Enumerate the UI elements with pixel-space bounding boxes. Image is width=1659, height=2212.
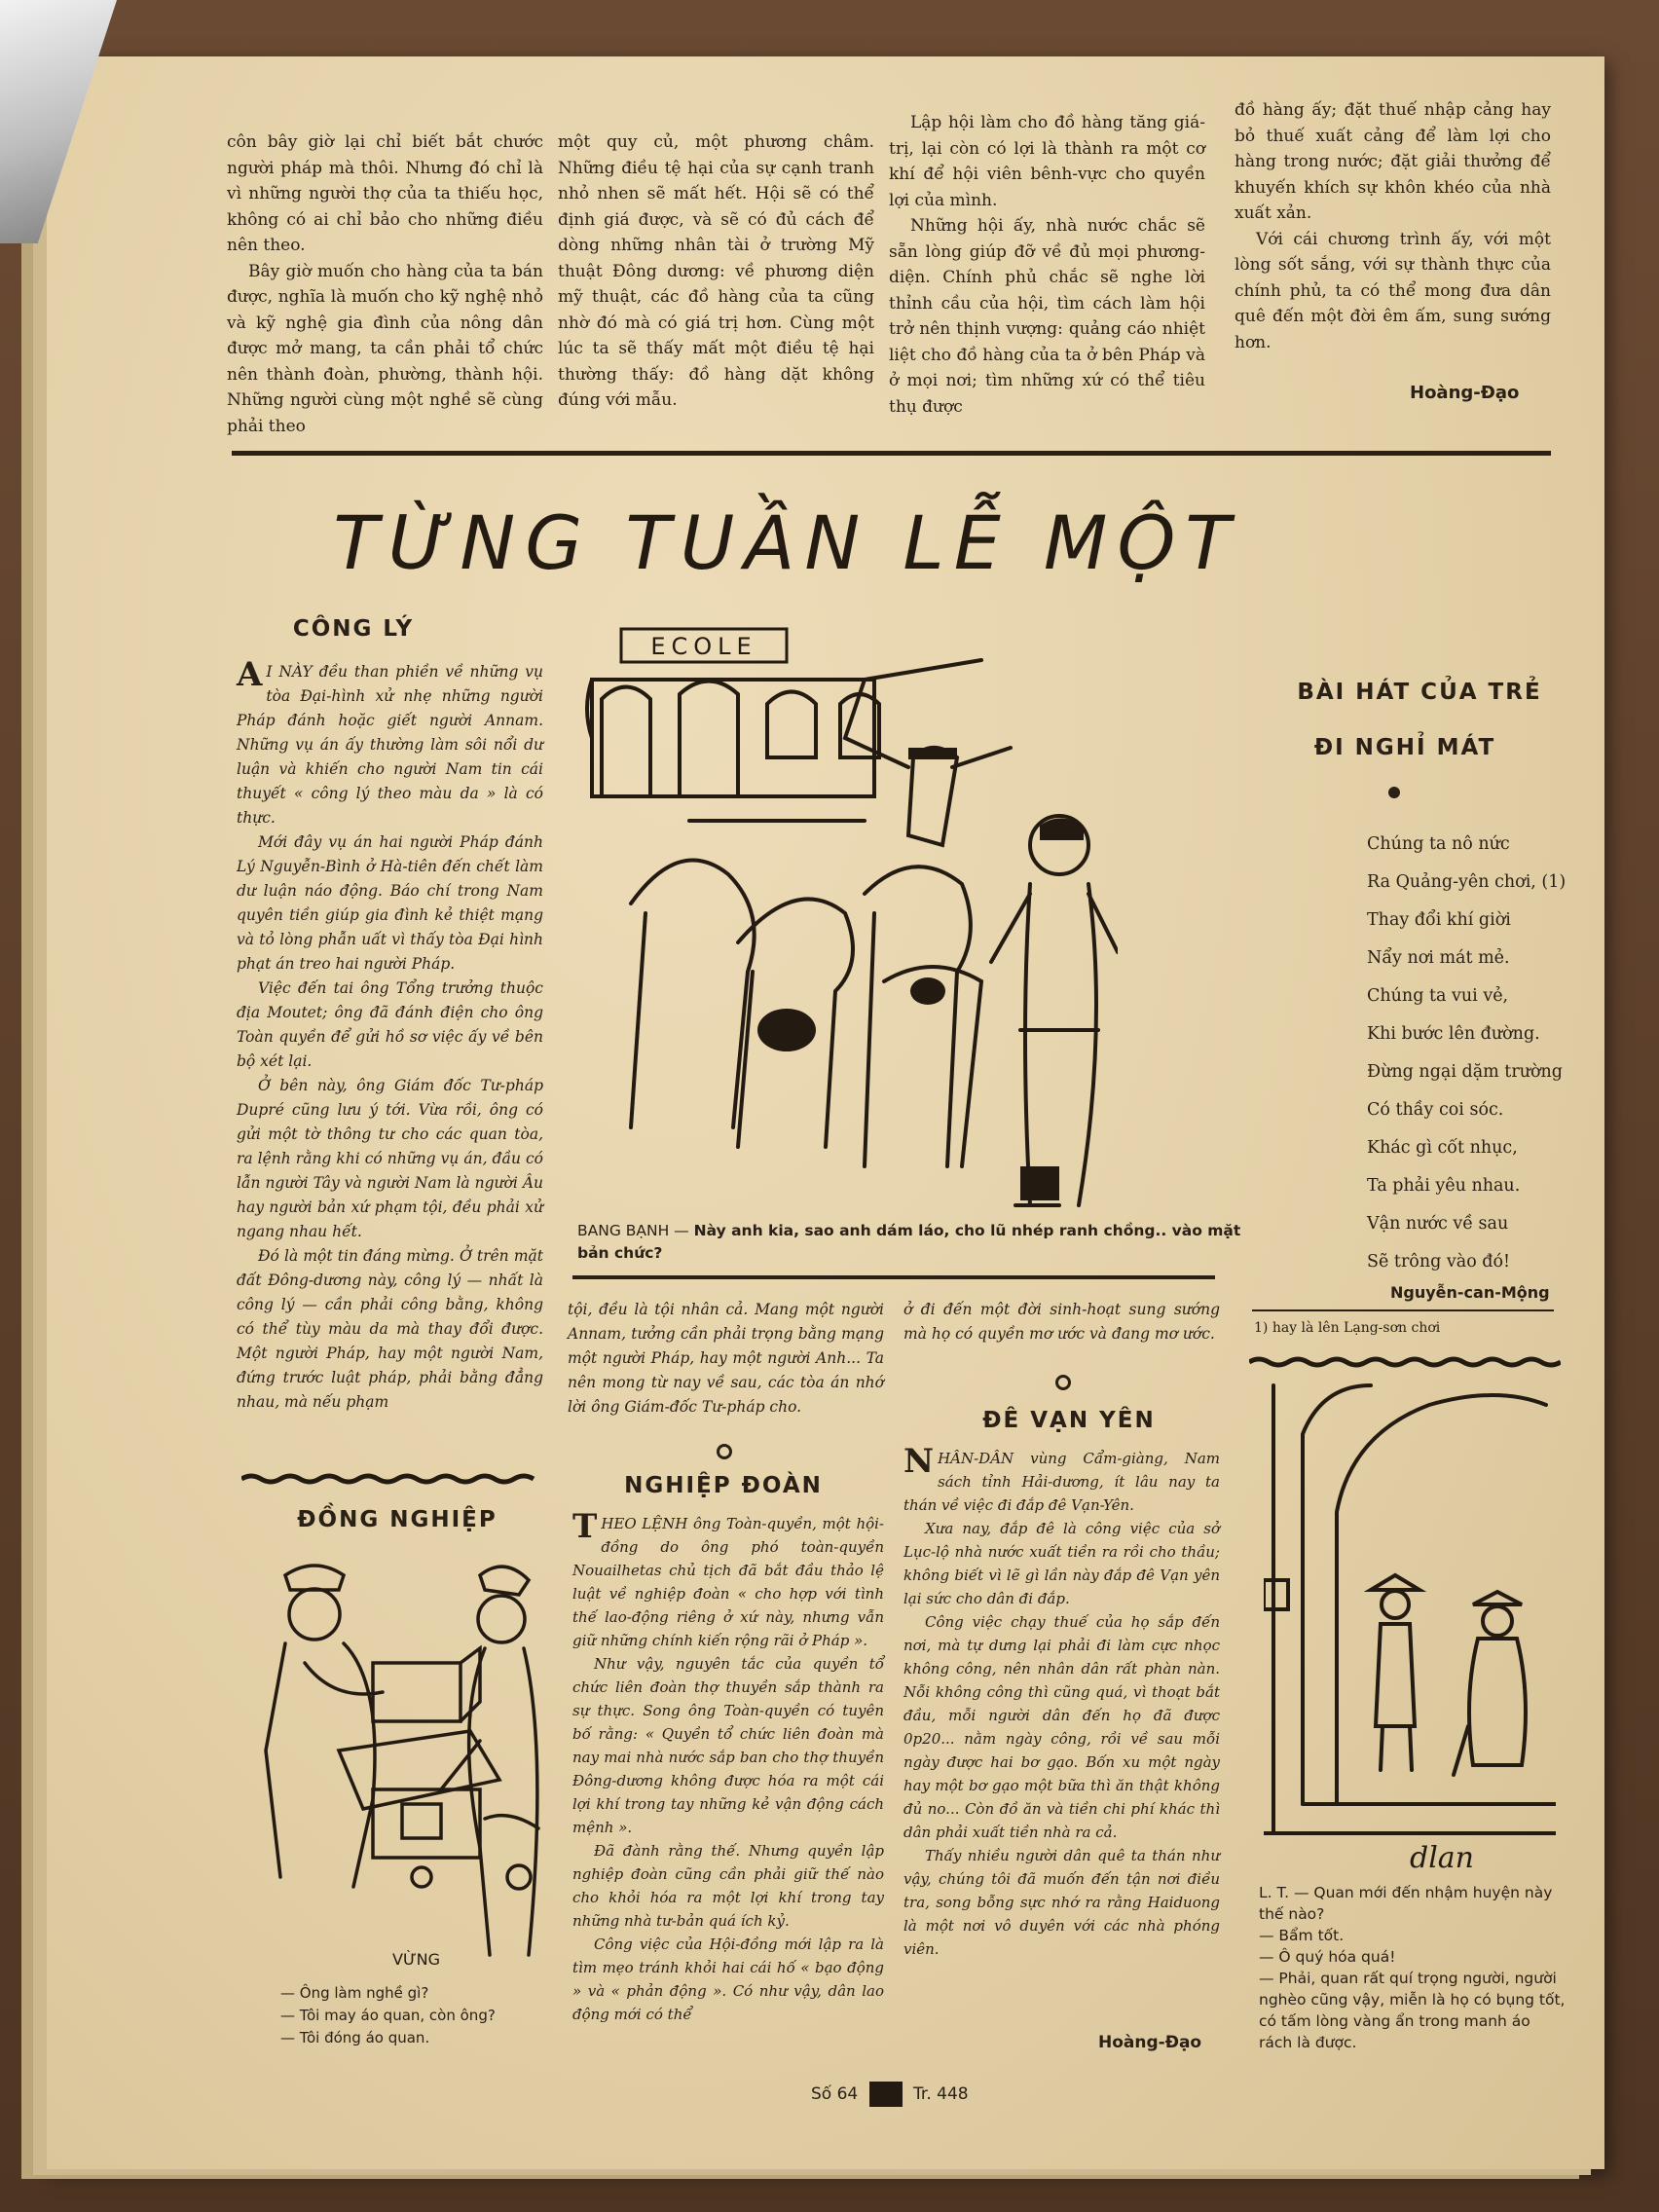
poem-line: Nẩy nơi mát mẻ. [1367,948,1510,968]
dropcap: T [572,1507,598,1546]
dong-nghiep-title: ĐỒNG NGHIỆP [297,1507,498,1532]
poem-line: Đừng ngại dặm trường [1367,1062,1563,1082]
paragraph: Công việc của Hội-đồng mới lập ra là tìm mẹo tránh khỏi hai cái hố « bạo động » và « phản động ». Có như vậy, dân lao động mới có thể [572,1936,884,2023]
page-number: Tr. 448 [913,2084,969,2104]
top-column-2 [558,129,874,414]
poem-author: Nguyễn-can-Mộng [1390,1283,1550,1302]
paragraph: A I NÀY đều than phiền về những vụ tòa Đại-hình xử nhẹ những người Pháp đánh hoặc giết người Annam. Những vụ án ấy thường làm sôi nổi dư luận và khiến cho người Nam tin cái thuyết « công lý theo màu da » là có thực. [237,655,543,827]
nghiep-doan-ornament [717,1444,732,1459]
poem-line: Ta phải yêu nhau. [1367,1176,1521,1196]
poem-ornament-dot [1388,787,1400,798]
paragraph: Với cái chương trình ấy, với một lòng sốt sắng, với sự thành thực của chính phủ, ta có thể mong đưa dân quê đến một đời êm ấm, sung sướng hơn. [1235,229,1551,352]
top-column-1 [227,129,543,439]
caption-line: — Ô quý hóa quá! [1259,1948,1396,1966]
door-cartoon-signature: dlan [1410,1841,1475,1872]
caption-speaker: BANG BẠNH — [577,1222,689,1239]
paragraph: Bây giờ muốn cho hàng của ta bán được, nghĩa là muốn cho kỹ nghệ nhỏ và kỹ nghệ gia đình của nông dân được mở mang, ta cần phải tổ chức nên thành đoàn, phường, thành hội. Những người cùng một nghề sẽ cùng phải theo [227,261,543,436]
nghiep-doan-article [572,1507,884,2026]
paragraph: Xưa nay, đắp đê là công việc của sở Lục-lộ nhà nước xuất tiền ra rồi cho thầu; không biết vì lẽ gì lần này đắp đê Vạn yên lại sức cho dân đi đắp. [903,1520,1220,1607]
paragraph: Thấy nhiều người dân quê ta thán như vậy, chúng tôi đã muốn đến tận nơi điều tra, song bỗng sực nhớ ra rằng Haiduong là một nơi vô duyên với các nhà phóng viên. [903,1847,1220,1958]
poem-line: Vận nước về sau [1367,1214,1509,1234]
poem-line: Chúng ta nô nức [1367,834,1510,854]
poem-line: Thay đổi khí giời [1367,910,1511,930]
dong-nghiep-cartoon [246,1556,548,1974]
dropcap: N [903,1442,935,1481]
poem-title-line-2: ĐI NGHỈ MÁT [1313,735,1496,760]
cong-ly-continued [568,1298,884,1419]
paragraph: NHÂN-DÂN vùng Cẩm-giàng, Nam sách tỉnh Hải-dương, ít lâu nay ta thán về việc đi đắp đê Vạn-Yên. [903,1442,1220,1514]
cartoon-rule [572,1275,1215,1279]
poem-line: Sẽ trông vào đó! [1367,1252,1511,1272]
cong-ly-title: CÔNG LÝ [292,616,415,642]
paragraph: Lập hội làm cho đồ hàng tăng giá-trị, lại còn có lợi là thành ra một cơ khí để hội viên bênh-vực cho quyền lợi của mình. [889,113,1205,210]
de-van-yen-author: Hoàng-Đạo [1098,2033,1202,2052]
paragraph: đồ hàng ấy; đặt thuế nhập cảng hay bỏ thuế xuất cảng để làm lợi cho hàng trong nước; đặt giải thưởng để khuyến khích sự khôn khéo của nhà xuất xản. [1235,100,1551,223]
paragraph: Đã đành rằng thế. Nhưng quyền lập nghiệp đoàn cũng cần phải giữ thế nào cho khỏi hóa ra một lợi khí trong tay những nhà tư-bản quá ích kỷ. [572,1842,884,1930]
poem-footnote: 1) hay là lên Lạng-sơn chơi [1254,1320,1441,1336]
dropcap: A [237,655,263,694]
issue-number: Số 64 [811,2084,859,2104]
caption-line: L. T. — Quan mới đến nhậm huyện này thế nào? [1259,1884,1553,1923]
top-rule [232,451,1551,456]
poem-line: Khác gì cốt nhục, [1367,1138,1518,1158]
de-van-yen-article [903,1442,1220,1961]
nghiep-doan-title: NGHIỆP ĐOÀN [624,1473,823,1498]
poem-line: Khi bước lên đường. [1367,1024,1540,1044]
dong-nghiep-signature: VỪNG [392,1950,441,1969]
wavy-rule-left [241,1473,543,1485]
poem-line: Ra Quảng-yên chơi, (1) [1367,872,1567,892]
main-cartoon-caption [577,1220,1259,1265]
paragraph: ở đi đến một đời sinh-hoạt sung sướng mà họ có quyền mơ ước và đang mơ ước. [903,1301,1220,1343]
top-column-4 [1235,97,1551,355]
paragraph: Ở bên này, ông Giám đốc Tư-pháp Dupré cũng lưu ý tới. Vừa rồi, ông có gửi một tờ thông tư cho các quan tòa, ra lệnh rằng khi có những vụ án, đầu có lẫn người Tây và người Nam là người Âu hay người bản xứ phạm tội, đều phải xử ngang nhau hết. [237,1077,543,1240]
dong-nghiep-caption [280,1982,553,2049]
paragraph: tội, đều là tội nhân cả. Mang một người Annam, tưởng cần phải trọng bằng mạng một người Pháp, hay một người Anh... Ta nên mong từ nay về sau, các tòa án nhớ lời ông Giám-đốc Tư-pháp cho. [568,1301,884,1416]
paragraph: Những hội ấy, nhà nước chắc sẽ sẵn lòng giúp đỡ về đủ mọi phương-diện. Chính phủ chắc sẽ nghe lời thỉnh cầu của hội, tìm cách làm hội trở nên thịnh vượng: quảng cáo nhiệt liệt cho đồ hàng của ta ở bên Pháp và ở mọi nơi; tìm những xứ có thể tiêu thụ được [889,216,1205,417]
top-author: Hoàng-Đạo [1410,383,1520,403]
caption-line: — Ông làm nghề gì? [280,1984,429,2002]
de-van-yen-ornament [1055,1375,1071,1390]
paragraph: côn bây giờ lại chỉ biết bắt chước người pháp mà thôi. Nhưng đó chỉ là vì những người thợ của ta thiếu học, không có ai chỉ bảo cho những điều nên theo. [227,132,543,255]
poem-title-line-1: BÀI HÁT CỦA TRẺ [1297,680,1542,705]
de-van-yen-intro [903,1298,1220,1346]
paragraph: một quy củ, một phương châm. Những điều tệ hại của sự cạnh tranh nhỏ nhen sẽ mất hết. Hội sẽ có thể định giá được, và sẽ có đủ cách để dòng những nhân tài ở trường Mỹ thuật Đông dương: về phương diện mỹ thuật, các đồ hàng của ta cũng nhờ đó mà có giá trị hơn. Cùng một lúc ta sẽ thấy mất một điều tệ hại thường thấy: đồ hàng dặt không đúng với mẫu. [558,132,874,410]
caption-text: Này anh kia, sao anh dám láo, cho lũ nhép ranh chồng.. vào mặt bản chức? [577,1222,1241,1262]
poem-line: Chúng ta vui vẻ, [1367,986,1509,1006]
paragraph: Đó là một tin đáng mừng. Ở trên mặt đất Đông-dương này, công lý — nhất là công lý — cần phải công bằng, không có thể tùy màu da mà thay đổi được. Một người Pháp, hay một người Nam, đứng trước luật pháp, phải bằng đẳng nhau, mà nếu phạm [237,1247,543,1411]
caption-line: — Tôi đóng áo quan. [280,2029,430,2046]
cong-ly-article [237,655,543,1415]
paragraph: Công việc chạy thuế của họ sắp đến nơi, mà tự dưng lại phải đi làm cực nhọc không công, nên nhân dân rất phàn nàn. Nỗi không công thì cũng quá, vì thoạt bắt đầu, mỗi người dân đến họ đã được 0p20... nằm ngày công, rồi về sau mỗi ngày được hai bơ gạo. Bốn xu một ngày hay một bơ gạo một bữa thì ăn thật không đủ no... Còn đồ ăn và tiền chi phí khác thì dân phải xuất tiền nhà ra cả. [903,1613,1220,1841]
caption-line: — Phải, quan rất quí trọng người, người nghèo cũng vậy, miễn là họ có bụng tốt, có tấm lòng vàng ẩn trong manh áo rách là được. [1259,1970,1566,2051]
poem-rule [1252,1309,1554,1311]
caption-line: — Bẩm tốt. [1259,1927,1345,1944]
footer-logo-icon [869,2082,903,2107]
ecole-sign-label: ECOLE [650,633,757,660]
paragraph: THEO LỆNH ông Toàn-quyền, một hội-đồng do ông phó toàn-quyền Nouailhetas chủ tịch đã bắt đầu thảo lệ luật về nghiệp đoàn « cho hợp với tình thế lao-động riêng ở xứ này, nhưng vẫn giữ những chính kiến rộng rãi ở Pháp ». [572,1507,884,1649]
masthead: TỪNG TUẦN LỄ MỘT [333,499,1240,586]
top-column-3 [889,110,1205,420]
door-cartoon [1264,1376,1556,1872]
school-cartoon [572,621,1118,1210]
newspaper-page [47,56,1604,2169]
paragraph: Mới đây vụ án hai người Pháp đánh Lý Nguyễn-Bình ở Hà-tiên đến chết làm dư luận náo động. Báo chí trong Nam quyên tiền giúp gia đình kẻ thiệt mạng và tỏ lòng phẫn uất vì thấy tòa Đại hình phạt án treo hai người Pháp. [237,833,543,973]
poem-body [1367,826,1610,1281]
de-van-yen-title: ĐÊ VẠN YÊN [982,1408,1156,1433]
page-footer [811,2082,969,2107]
caption-line: — Tôi may áo quan, còn ông? [280,2007,496,2024]
paragraph: Như vậy, nguyên tắc của quyền tổ chức liên đoàn thợ thuyền sắp thành ra sự thực. Song ông Toàn-quyền có tuyên bố rằng: « Quyền tổ chức liên đoàn mà nay mai nhà nước sắp ban cho thợ thuyền Đông-dương không được hóa ra một cái lợi khí trong tay những kẻ vận động cách mệnh ». [572,1655,884,1836]
door-cartoon-caption [1259,1882,1566,2053]
poem-line: Có thầy coi sóc. [1367,1100,1504,1120]
paragraph: Việc đến tai ông Tổng trưởng thuộc địa Moutet; ông đã đánh điện cho ông Toàn quyền để gửi hồ sơ việc ấy về bên bộ xét lại. [237,979,543,1070]
wavy-rule-right [1249,1356,1561,1368]
